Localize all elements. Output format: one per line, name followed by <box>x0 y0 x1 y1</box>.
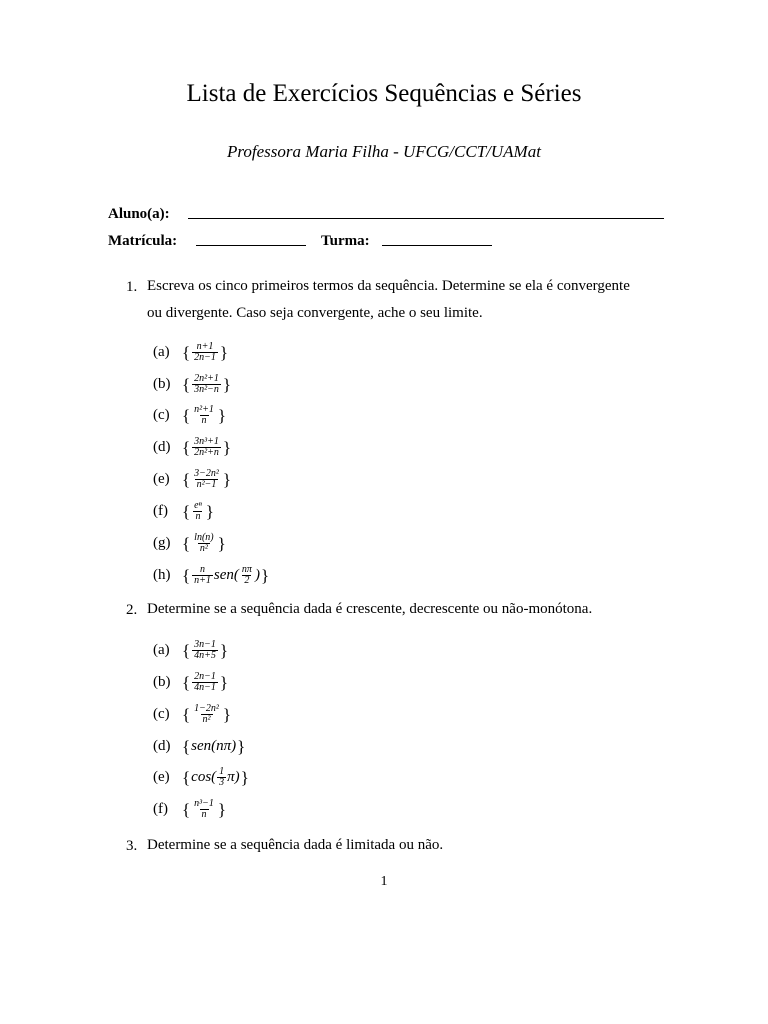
class-line <box>382 245 492 246</box>
question-1-number: 1. <box>126 279 138 295</box>
document-title: Lista de Exercícios Sequências e Séries <box>186 80 582 107</box>
list-item: (c) { $\frac{\text{n²+1}}{n}$ } <box>153 403 227 426</box>
class-label: Turma: <box>321 233 370 249</box>
item-label: (b) <box>153 673 171 690</box>
list-item: (e) { $\frac{\text{3−2n²}}{\text{n²−1}}$ } <box>153 467 232 490</box>
item-label: (c) <box>153 705 170 722</box>
page-number: 1 <box>380 874 388 889</box>
fraction: $\frac{3n-1}{4n+5}$ <box>194 638 216 661</box>
fraction: $\frac{\ln(n)}{\text{n²}}$ <box>194 531 214 554</box>
question-3-number: 3. <box>126 838 138 854</box>
registration-label: Matrícula: <box>108 233 178 249</box>
list-item: (e) { cos( $\frac{1}{3}$ π) } <box>153 765 249 788</box>
item-label: (e) <box>153 470 170 487</box>
student-name-label: Aluno(a): <box>108 206 170 222</box>
student-name-line <box>188 218 664 219</box>
fraction: $\frac{\text{n³−1}}{n}$ <box>194 797 214 820</box>
question-1-text <box>147 273 687 327</box>
item-label: (a) <box>153 641 170 658</box>
list-item: (b) { $\frac{\text{2n²+1}}{\text{3n²−n}}$ } <box>153 372 232 395</box>
item-label: (f) <box>153 502 168 519</box>
fraction: $\frac{\text{1−2n²}}{\text{n²}}$ <box>194 702 219 725</box>
question-1-line-1: Escreva os cinco primeiros termos da sequência. Determine se ela é convergente <box>147 278 630 294</box>
item-label: (e) <box>153 768 170 785</box>
question-1-line-2: ou divergente. Caso seja convergente, ache o seu limite. <box>147 305 483 321</box>
list-item: (d) { sen(nπ) } <box>153 736 246 756</box>
item-label: (f) <box>153 800 168 817</box>
list-item: (a) { $\frac{n+1}{2n-1}$ } <box>153 340 229 363</box>
fraction: $\frac{1}{3}$ <box>219 765 225 788</box>
list-item: (f) { $\frac{\text{eⁿ}}{n}$ } <box>153 499 214 522</box>
fraction: $\frac{2n-1}{4n-1}$ <box>194 670 216 693</box>
document-subtitle: Professora Maria Filha - UFCG/CCT/UAMat <box>227 142 541 161</box>
list-item: (d) { $\frac{\text{3n³+1}}{\text{2n²+n}}$ } <box>153 435 232 458</box>
item-label: (d) <box>153 737 171 754</box>
fraction: $\frac{\text{n²+1}}{n}$ <box>194 403 214 426</box>
fraction: $\frac{\text{2n²+1}}{\text{3n²−n}}$ <box>194 372 219 395</box>
list-item: (g) { $\frac{\ln(n)}{\text{n²}}$ } <box>153 531 226 554</box>
item-label: (g) <box>153 534 171 551</box>
question-2-number: 2. <box>126 602 138 618</box>
registration-line <box>196 245 306 246</box>
list-item: (h) { $\frac{n}{n+1}$ sen( $\frac{n\pi}{2}$ ) } <box>153 563 270 586</box>
expression: sen(nπ) <box>191 737 237 754</box>
item-label: (a) <box>153 343 170 360</box>
list-item: (a) { $\frac{3n-1}{4n+5}$ } <box>153 638 229 661</box>
fraction: $\frac{\text{eⁿ}}{n}$ <box>194 499 202 522</box>
fraction: $\frac{\text{3n³+1}}{\text{2n²+n}}$ <box>194 435 219 458</box>
item-label: (h) <box>153 566 171 583</box>
question-2-text: Determine se a sequência dada é crescente, decrescente ou não-monótona. <box>147 601 593 617</box>
question-3-text: Determine se a sequência dada é limitada ou não. <box>147 837 444 853</box>
fraction: $\frac{n\pi}{2}$ <box>241 563 252 586</box>
fraction: $\frac{n+1}{2n-1}$ <box>194 340 216 363</box>
list-item: (c) { $\frac{\text{1−2n²}}{\text{n²}}$ } <box>153 702 232 725</box>
item-label: (c) <box>153 406 170 423</box>
list-item: (b) { $\frac{2n-1}{4n-1}$ } <box>153 670 229 693</box>
item-label: (b) <box>153 375 171 392</box>
list-item: (f) { $\frac{\text{n³−1}}{n}$ } <box>153 797 227 820</box>
item-label: (d) <box>153 438 171 455</box>
fraction: $\frac{n}{n+1}$ <box>194 563 211 586</box>
fraction: $\frac{\text{3−2n²}}{\text{n²−1}}$ <box>194 467 219 490</box>
